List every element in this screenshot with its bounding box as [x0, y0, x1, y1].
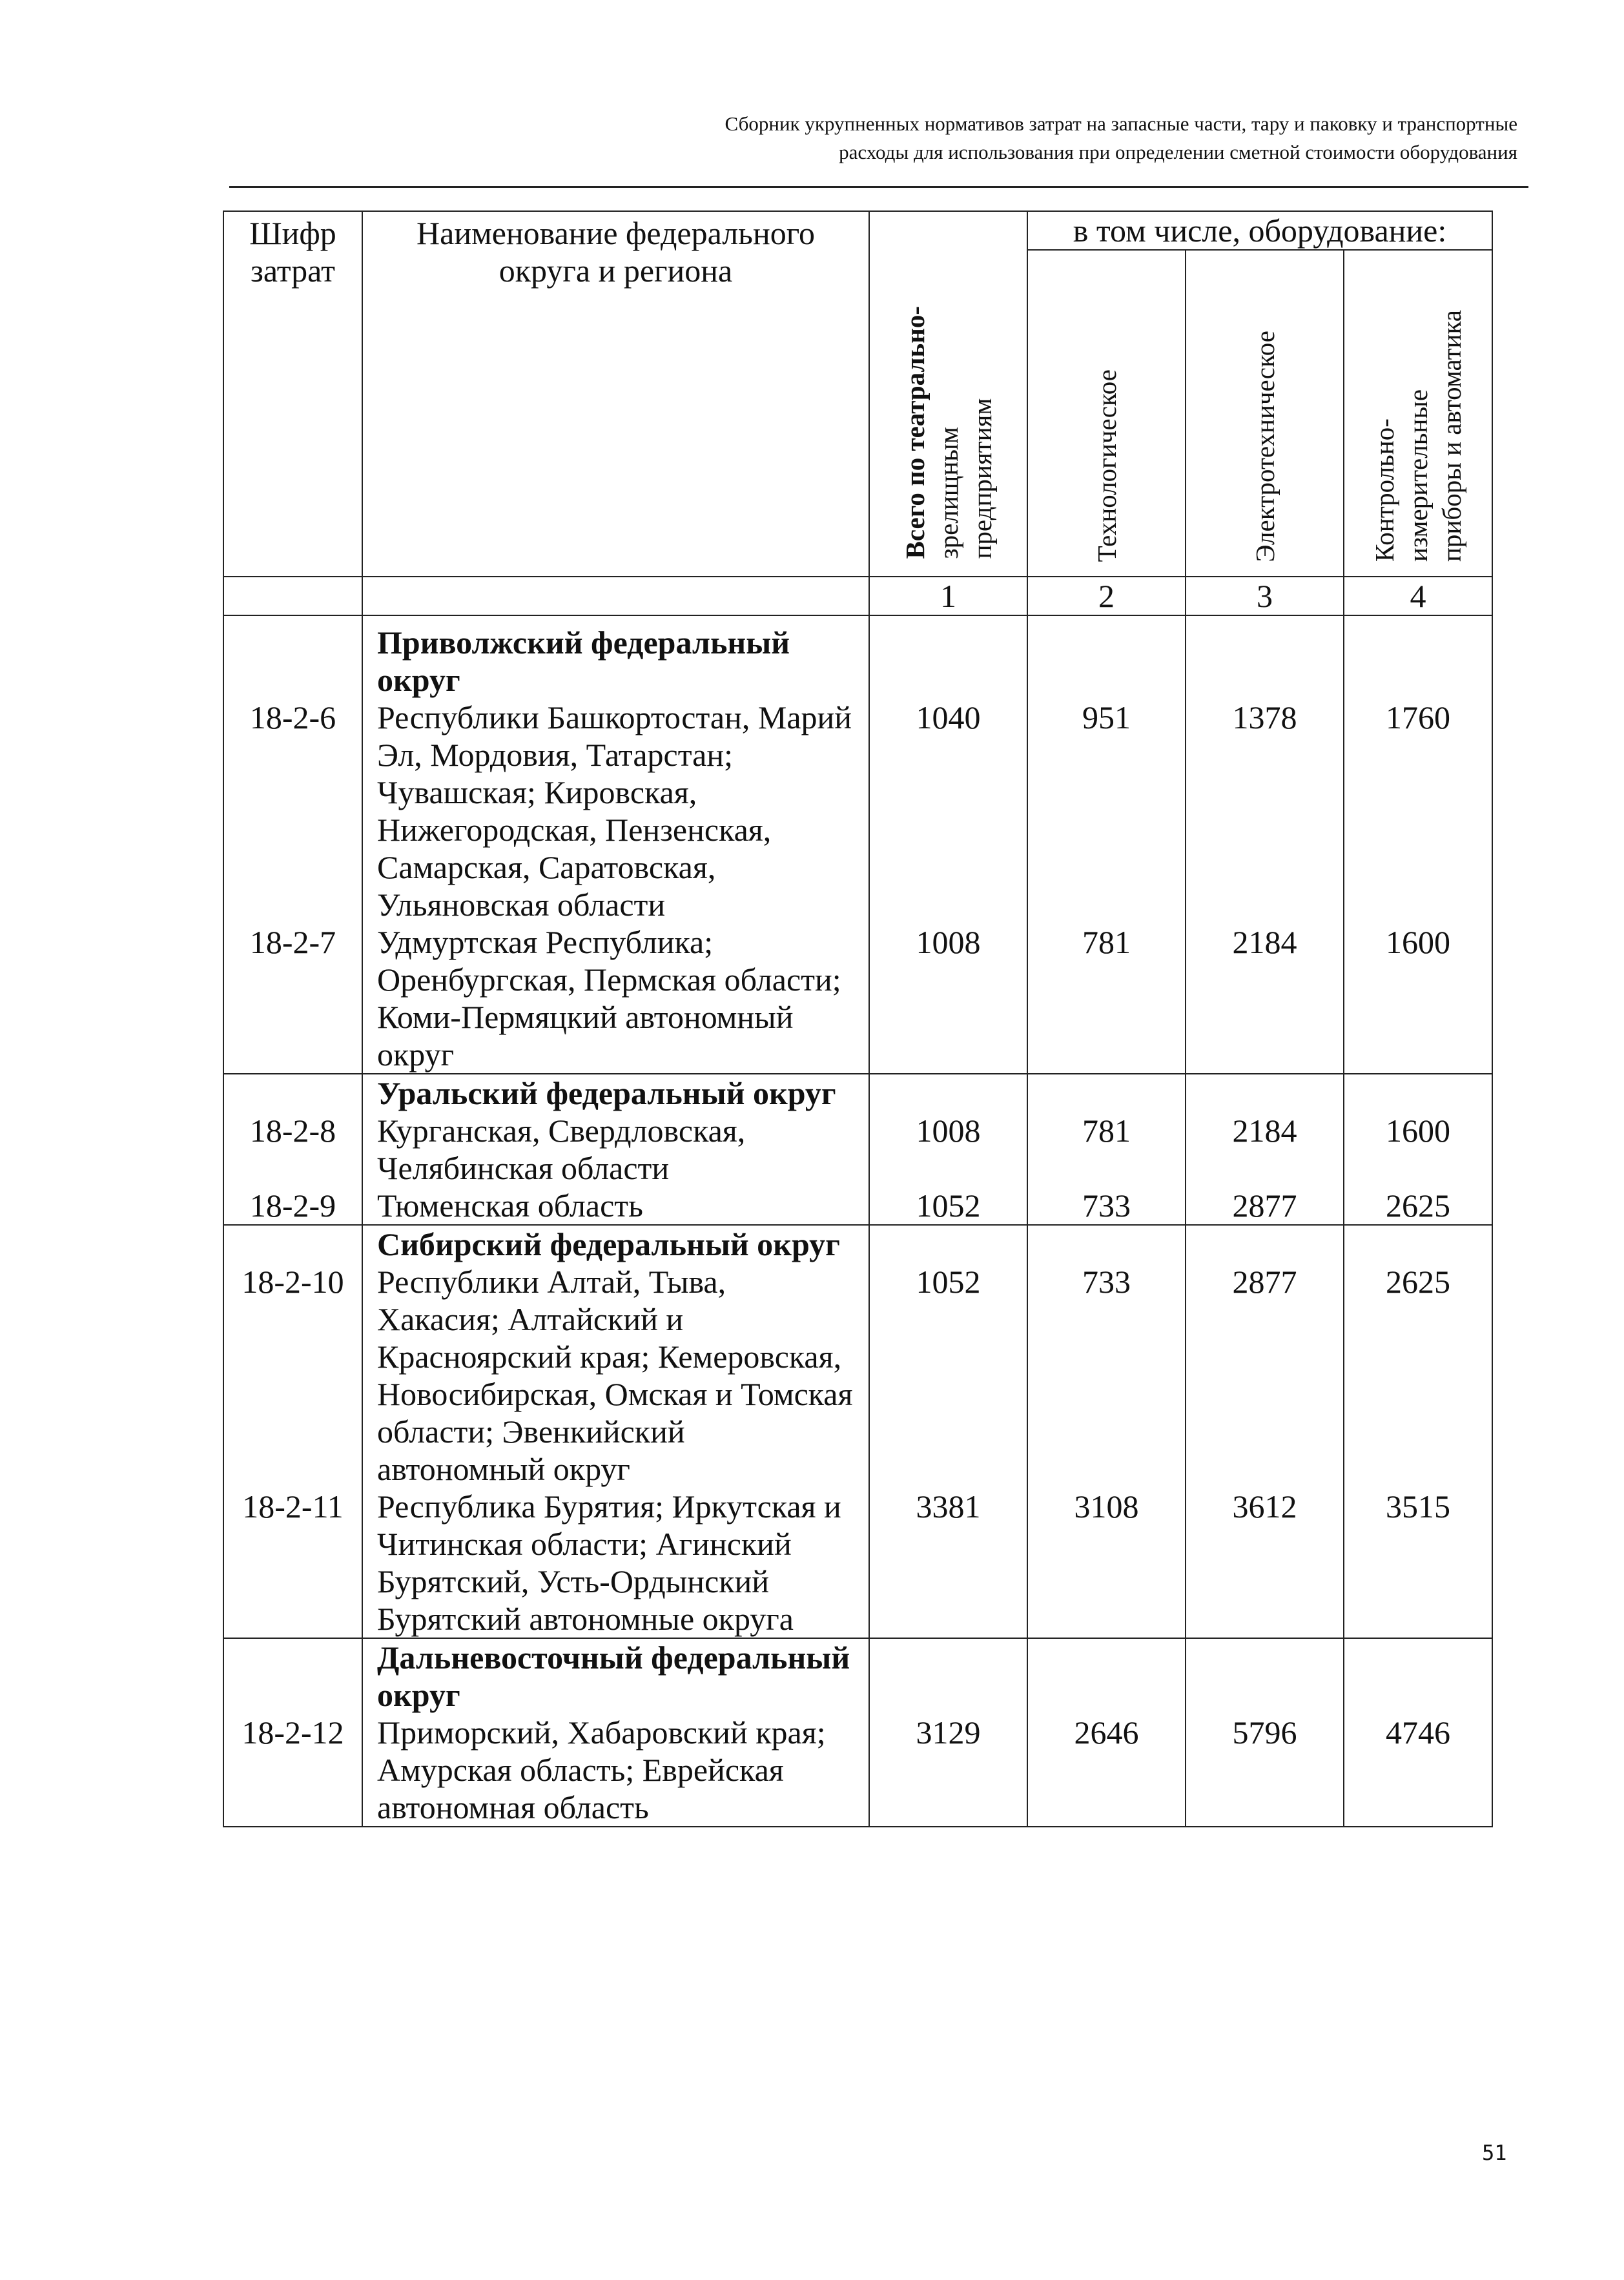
row-value-tech: 3108 — [1027, 1488, 1186, 1638]
header-col4-l3: приборы и автоматика — [1437, 309, 1466, 562]
row-value-tech: 2646 — [1027, 1714, 1186, 1827]
row-region-line: Удмуртская Республика; — [377, 924, 714, 960]
colnum-1: 1 — [869, 577, 1027, 615]
row-region-line: Эл, Мордовия, Татарстан; — [377, 737, 734, 773]
row-region — [362, 1263, 869, 1488]
row-value-total: 1040 — [869, 699, 1027, 923]
colnum-2: 2 — [1027, 577, 1186, 615]
district-header-row — [223, 615, 1492, 699]
row-value-tech: 733 — [1027, 1187, 1186, 1225]
row-region-line: автономный округ — [377, 1451, 630, 1487]
row-region-line: Амурская область; Еврейская — [377, 1752, 784, 1788]
header-name-cell — [362, 211, 869, 577]
row-value-tech: 733 — [1027, 1263, 1186, 1488]
district-empty-4 — [1344, 615, 1492, 699]
district-empty-1 — [869, 615, 1027, 699]
district-header-row — [223, 1225, 1492, 1263]
district-empty-2 — [1027, 1225, 1186, 1263]
district-name-l1: Приволжский федеральный — [377, 624, 790, 661]
row-region-line: Читинская области; Агинский — [377, 1526, 792, 1562]
district-header-row — [223, 1074, 1492, 1112]
row-region-line: Тюменская область — [377, 1187, 643, 1224]
row-code: 18-2-12 — [223, 1714, 362, 1827]
district-name — [362, 1074, 869, 1112]
header-code-cell — [223, 211, 362, 577]
row-region-line: Чувашская; Кировская, — [377, 774, 697, 810]
table-row — [223, 1112, 1492, 1187]
row-region-line: Нижегородская, Пензенская, — [377, 812, 772, 848]
header-line-1: Сборник укрупненных нормативов затрат на запасные части, тару и паковку и транспортные — [725, 112, 1517, 135]
header-col1-l3: предприятиям — [967, 398, 997, 559]
district-header-row — [223, 1638, 1492, 1714]
row-value-electro: 5796 — [1186, 1714, 1344, 1827]
district-empty-3 — [1186, 615, 1344, 699]
row-value-electro: 2877 — [1186, 1263, 1344, 1488]
row-value-electro: 2184 — [1186, 1112, 1344, 1187]
district-empty-1 — [869, 1638, 1027, 1714]
page-number: 51 — [1482, 2141, 1507, 2165]
row-value-tech: 781 — [1027, 1112, 1186, 1187]
header-col3-cell — [1186, 250, 1344, 577]
header-col1-l1: Всего по театрально- — [899, 306, 930, 559]
row-value-total: 1008 — [869, 1112, 1027, 1187]
district-empty-4 — [1344, 1074, 1492, 1112]
row-region-line: Республики Башкортостан, Марий — [377, 699, 852, 735]
district-name-l1: Сибирский федеральный округ — [377, 1226, 840, 1262]
colnum-empty-1 — [223, 577, 362, 615]
header-group-cell — [1027, 211, 1492, 250]
table-row — [223, 1263, 1492, 1488]
row-value-total: 3381 — [869, 1488, 1027, 1638]
row-value-electro: 2877 — [1186, 1187, 1344, 1225]
header-col3-text: Электротехническое — [1249, 330, 1280, 562]
row-code: 18-2-8 — [223, 1112, 362, 1187]
row-region-line: округ — [377, 1036, 455, 1073]
row-region-line: Бурятский, Усть-Ордынский — [377, 1563, 770, 1599]
row-region-line: Курганская, Свердловская, — [377, 1113, 746, 1149]
district-empty-2 — [1027, 1638, 1186, 1714]
row-value-electro: 1378 — [1186, 699, 1344, 923]
table-row — [223, 1488, 1492, 1638]
table-row — [223, 699, 1492, 923]
header-row — [223, 211, 1492, 250]
row-value-kip: 1600 — [1344, 923, 1492, 1074]
colnum-4: 4 — [1344, 577, 1492, 615]
header-code-l2: затрат — [251, 252, 335, 289]
district-name — [362, 1638, 869, 1714]
row-region — [362, 1112, 869, 1187]
row-value-tech: 781 — [1027, 923, 1186, 1074]
header-name-l2: округа и региона — [499, 252, 733, 289]
row-value-kip: 4746 — [1344, 1714, 1492, 1827]
district-empty-3 — [1186, 1074, 1344, 1112]
header-line-2: расходы для использования при определении сметной стоимости оборудования — [839, 141, 1517, 163]
table-row — [223, 1714, 1492, 1827]
row-region-line: Приморский, Хабаровский края; — [377, 1714, 826, 1751]
district-empty-4 — [1344, 1225, 1492, 1263]
colnum-empty-2 — [362, 577, 869, 615]
row-region-line: Красноярский края; Кемеровская, — [377, 1339, 842, 1375]
district-empty-2 — [1027, 1074, 1186, 1112]
row-region — [362, 923, 869, 1074]
header-col4-l2: измерительные — [1403, 389, 1433, 562]
district-code-empty — [223, 1074, 362, 1112]
table-row — [223, 1187, 1492, 1225]
district-empty-4 — [1344, 1638, 1492, 1714]
row-region-line: области; Эвенкийский — [377, 1413, 685, 1450]
header-group-text: в том числе, оборудование: — [1073, 212, 1447, 249]
district-empty-2 — [1027, 615, 1186, 699]
row-region-line: Челябинская области — [377, 1150, 670, 1186]
header-col2-text: Технологическое — [1091, 369, 1122, 562]
page-header — [194, 110, 1517, 167]
header-col4-l1: Контрольно- — [1370, 418, 1399, 562]
header-col4-text — [1368, 310, 1468, 562]
district-name-l2: округ — [377, 662, 460, 698]
district-code-empty — [223, 1638, 362, 1714]
district-code-empty — [223, 615, 362, 699]
row-region — [362, 699, 869, 923]
district-empty-1 — [869, 1074, 1027, 1112]
row-value-kip: 1760 — [1344, 699, 1492, 923]
row-region-line: Коми-Пермяцкий автономный — [377, 999, 794, 1035]
row-value-kip: 2625 — [1344, 1263, 1492, 1488]
row-region — [362, 1187, 869, 1225]
row-region-line: Республика Бурятия; Иркутская и — [377, 1488, 841, 1525]
row-region-line: Республики Алтай, Тыва, — [377, 1264, 726, 1300]
row-value-kip: 1600 — [1344, 1112, 1492, 1187]
row-value-total: 1052 — [869, 1263, 1027, 1488]
district-empty-3 — [1186, 1638, 1344, 1714]
row-region-line: автономная область — [377, 1789, 649, 1825]
row-code: 18-2-6 — [223, 699, 362, 923]
header-name-l1: Наименование федерального — [416, 215, 815, 251]
row-code: 18-2-10 — [223, 1263, 362, 1488]
district-name-l2: округ — [377, 1677, 460, 1713]
colnum-3: 3 — [1186, 577, 1344, 615]
district-name — [362, 615, 869, 699]
row-value-kip: 2625 — [1344, 1187, 1492, 1225]
row-region — [362, 1714, 869, 1827]
row-region — [362, 1488, 869, 1638]
column-numbers-row — [223, 577, 1492, 615]
header-col4-cell — [1344, 250, 1492, 577]
row-region-line: Новосибирская, Омская и Томская — [377, 1376, 853, 1412]
district-empty-1 — [869, 1225, 1027, 1263]
row-region-line: Ульяновская области — [377, 887, 666, 923]
row-value-total: 3129 — [869, 1714, 1027, 1827]
row-code: 18-2-11 — [223, 1488, 362, 1638]
header-col1-text — [898, 306, 999, 559]
district-name — [362, 1225, 869, 1263]
district-name-l1: Дальневосточный федеральный — [377, 1639, 850, 1676]
table-row — [223, 923, 1492, 1074]
row-value-electro: 3612 — [1186, 1488, 1344, 1638]
row-region-line: Бурятский автономные округа — [377, 1601, 794, 1637]
row-code: 18-2-7 — [223, 923, 362, 1074]
header-col1-l2: зрелищным — [933, 427, 963, 559]
header-col1-cell — [869, 211, 1027, 577]
row-region-line: Оренбургская, Пермская области; — [377, 961, 841, 998]
district-code-empty — [223, 1225, 362, 1263]
row-value-tech: 951 — [1027, 699, 1186, 923]
row-region-line: Хакасия; Алтайский и — [377, 1301, 684, 1337]
row-value-kip: 3515 — [1344, 1488, 1492, 1638]
header-col2-cell — [1027, 250, 1186, 577]
district-empty-3 — [1186, 1225, 1344, 1263]
row-value-total: 1052 — [869, 1187, 1027, 1225]
row-value-electro: 2184 — [1186, 923, 1344, 1074]
row-region-line: Самарская, Саратовская, — [377, 849, 716, 885]
row-code: 18-2-9 — [223, 1187, 362, 1225]
row-value-total: 1008 — [869, 923, 1027, 1074]
district-name-l1: Уральский федеральный округ — [377, 1075, 836, 1111]
norms-table — [223, 211, 1493, 1827]
header-code-l1: Шифр — [249, 215, 336, 251]
header-rule — [229, 186, 1528, 188]
